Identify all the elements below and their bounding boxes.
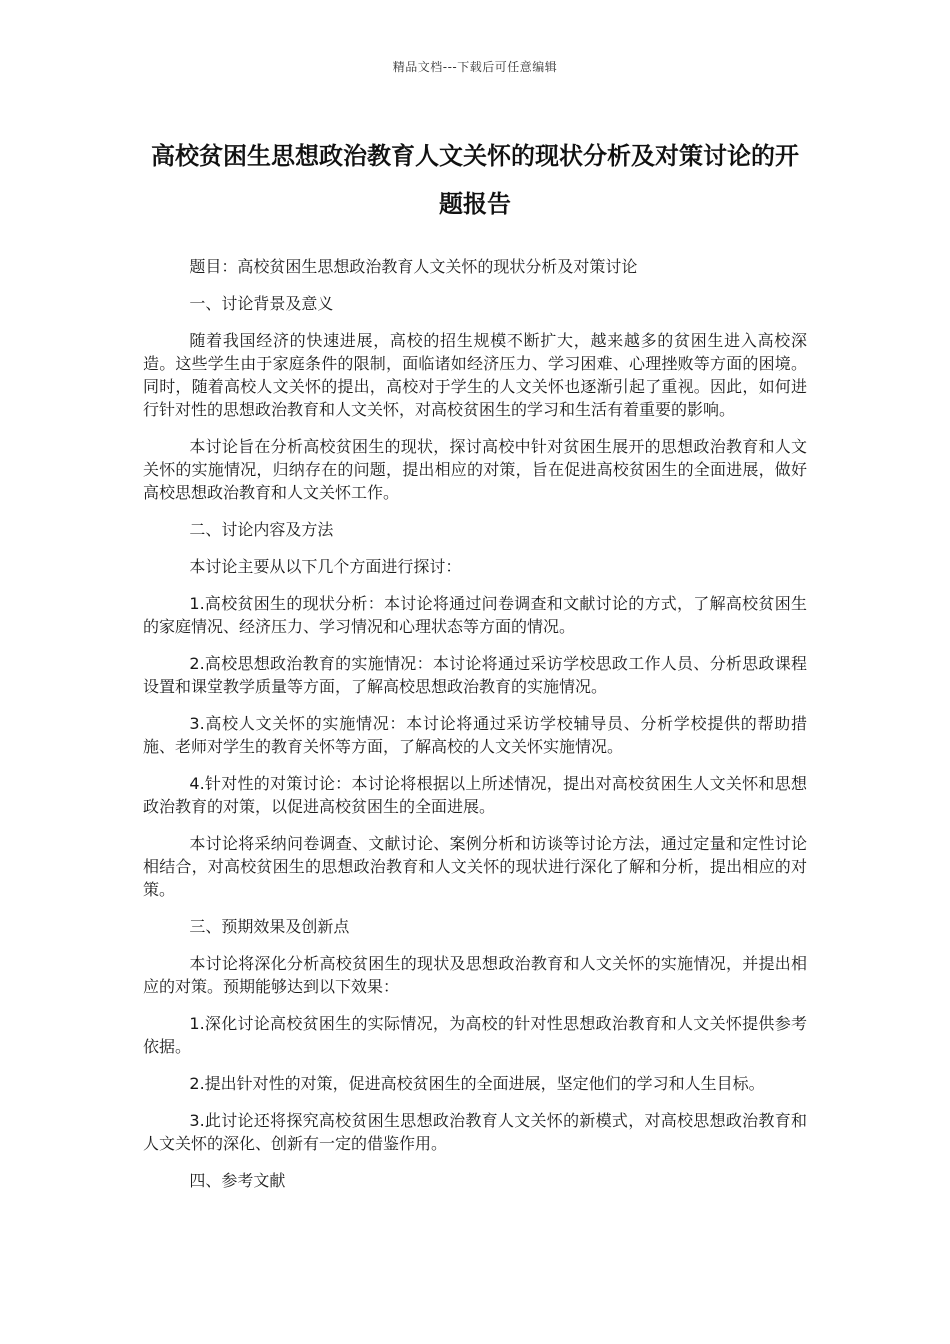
list-item-1: 1.高校贫困生的现状分析：本讨论将通过问卷调查和文献讨论的方式，了解高校贫困生的家庭情况、经济压力、学习情况和心理状态等方面的情况。 <box>143 594 807 636</box>
section-heading-expected: 三、预期效果及创新点 <box>189 917 350 936</box>
effect-item-1: 1.深化讨论高校贫困生的实际情况，为高校的针对性思想政治教育和人文关怀提供参考依据。 <box>143 1014 807 1056</box>
paragraph-purpose: 本讨论旨在分析高校贫困生的现状，探讨高校中针对贫困生展开的思想政治教育和人文关怀的实施情况，归纳存在的问题，提出相应的对策，旨在促进高校贫困生的全面进展，做好高校思想政治教育和人文关怀工作。 <box>143 437 807 502</box>
document-title: 高校贫困生思想政治教育人文关怀的现状分析及对策讨论的开题报告 <box>151 142 799 218</box>
paragraph-methods: 本讨论将采纳问卷调查、文献讨论、案例分析和访谈等讨论方法，通过定量和定性讨论相结合，对高校贫困生的思想政治教育和人文关怀的现状进行深化了解和分析，提出相应的对策。 <box>143 834 807 899</box>
header-note: 精品文档---下载后可任意编辑 <box>392 60 558 74</box>
list-item-4: 4.针对性的对策讨论：本讨论将根据以上所述情况，提出对高校贫困生人文关怀和思想政治教育的对策，以促进高校贫困生的全面进展。 <box>143 774 807 816</box>
section-heading-background: 一、讨论背景及意义 <box>189 294 334 313</box>
document-body <box>143 255 807 1206</box>
section-heading-content-method: 二、讨论内容及方法 <box>189 520 334 539</box>
paragraph-background: 随着我国经济的快速进展，高校的招生规模不断扩大，越来越多的贫困生进入高校深造。这些学生由于家庭条件的限制，面临诸如经济压力、学习困难、心理挫败等方面的困境。同时，随着高校人文关怀的提出，高校对于学生的人文关怀也逐渐引起了重视。因此，如何进行针对性的思想政治教育和人文关怀，对高校贫困生的学习和生活有着重要的影响。 <box>143 331 807 419</box>
effect-item-2: 2.提出针对性的对策，促进高校贫困生的全面进展，坚定他们的学习和人生目标。 <box>189 1074 765 1093</box>
paragraph-expected: 本讨论将深化分析高校贫困生的现状及思想政治教育和人文关怀的实施情况，并提出相应的对策。预期能够达到以下效果： <box>143 954 807 996</box>
topic-line: 题目：高校贫困生思想政治教育人文关怀的现状分析及对策讨论 <box>189 257 638 276</box>
list-item-3: 3.高校人文关怀的实施情况：本讨论将通过采访学校辅导员、分析学校提供的帮助措施、老师对学生的教育关怀等方面，了解高校的人文关怀实施情况。 <box>143 714 807 756</box>
paragraph-intro: 本讨论主要从以下几个方面进行探讨： <box>189 557 462 576</box>
list-item-2: 2.高校思想政治教育的实施情况：本讨论将通过采访学校思政工作人员、分析思政课程设置和课堂教学质量等方面，了解高校思想政治教育的实施情况。 <box>143 654 807 696</box>
effect-item-3: 3.此讨论还将探究高校贫困生思想政治教育人文关怀的新模式，对高校思想政治教育和人文关怀的深化、创新有一定的借鉴作用。 <box>143 1111 807 1153</box>
section-heading-references: 四、参考文献 <box>189 1171 286 1190</box>
